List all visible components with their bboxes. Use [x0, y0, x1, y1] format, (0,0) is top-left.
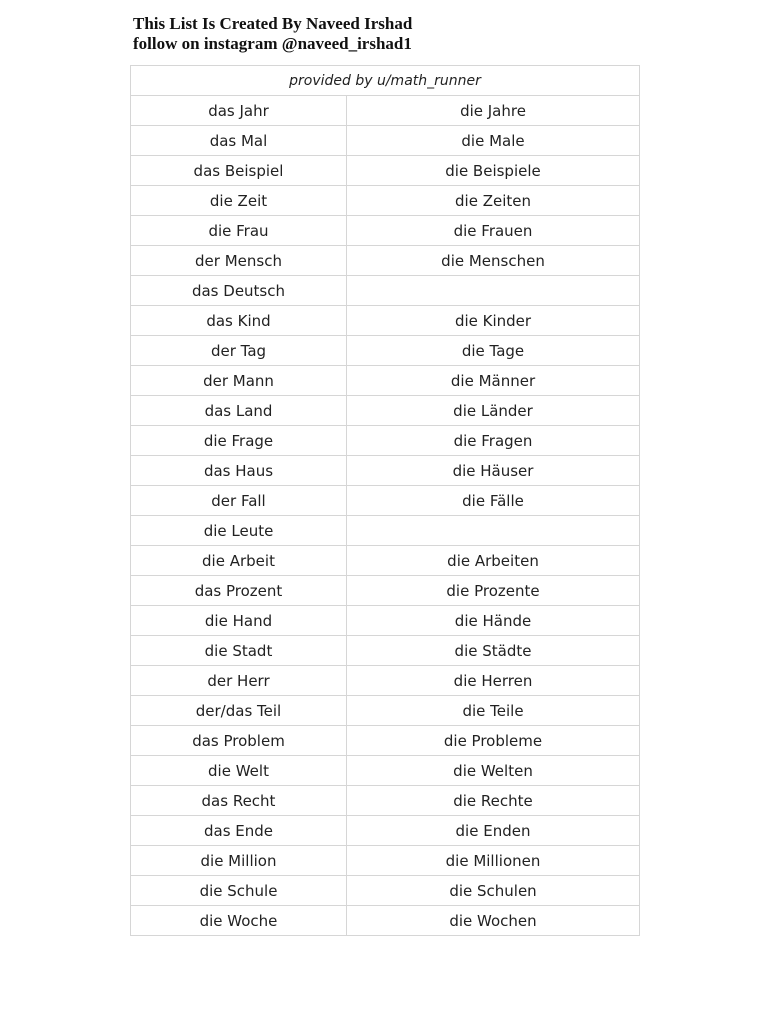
plural-cell: die Jahre — [347, 96, 640, 126]
table-row — [131, 756, 640, 786]
plural-cell: die Häuser — [347, 456, 640, 486]
singular-cell: die Million — [131, 846, 347, 876]
table-row — [131, 186, 640, 216]
word-table-body — [131, 66, 640, 936]
plural-cell: die Teile — [347, 696, 640, 726]
table-row — [131, 486, 640, 516]
header-instagram: follow on instagram @naveed_irshad1 — [133, 34, 412, 53]
table-row — [131, 696, 640, 726]
table-row — [131, 276, 640, 306]
plural-cell: die Frauen — [347, 216, 640, 246]
plural-cell: die Enden — [347, 816, 640, 846]
singular-cell: das Haus — [131, 456, 347, 486]
plural-cell: die Menschen — [347, 246, 640, 276]
header-title: This List Is Created By Naveed Irshad — [133, 14, 413, 33]
plural-cell: die Arbeiten — [347, 546, 640, 576]
table-row — [131, 426, 640, 456]
plural-cell: die Fälle — [347, 486, 640, 516]
plural-cell: die Welten — [347, 756, 640, 786]
table-row — [131, 96, 640, 126]
table-row — [131, 456, 640, 486]
singular-cell: das Jahr — [131, 96, 347, 126]
singular-cell: der Fall — [131, 486, 347, 516]
word-table — [130, 65, 640, 936]
singular-cell: der Herr — [131, 666, 347, 696]
table-row — [131, 876, 640, 906]
plural-cell: die Fragen — [347, 426, 640, 456]
singular-cell: der Tag — [131, 336, 347, 366]
plural-cell: die Kinder — [347, 306, 640, 336]
plural-cell: die Herren — [347, 666, 640, 696]
singular-cell: die Frage — [131, 426, 347, 456]
singular-cell: die Frau — [131, 216, 347, 246]
singular-cell: der/das Teil — [131, 696, 347, 726]
plural-cell: die Tage — [347, 336, 640, 366]
table-row — [131, 906, 640, 936]
provider-row — [131, 66, 640, 96]
singular-cell: das Land — [131, 396, 347, 426]
singular-cell: die Arbeit — [131, 546, 347, 576]
table-row — [131, 126, 640, 156]
singular-cell: die Stadt — [131, 636, 347, 666]
table-row — [131, 306, 640, 336]
plural-cell: die Zeiten — [347, 186, 640, 216]
plural-cell — [347, 276, 640, 306]
singular-cell: der Mann — [131, 366, 347, 396]
singular-cell: die Welt — [131, 756, 347, 786]
table-row — [131, 606, 640, 636]
plural-cell: die Schulen — [347, 876, 640, 906]
singular-cell: die Woche — [131, 906, 347, 936]
singular-cell: das Beispiel — [131, 156, 347, 186]
plural-cell: die Prozente — [347, 576, 640, 606]
table-row — [131, 366, 640, 396]
table-row — [131, 516, 640, 546]
table-row — [131, 666, 640, 696]
singular-cell: das Problem — [131, 726, 347, 756]
table-row — [131, 576, 640, 606]
plural-cell: die Städte — [347, 636, 640, 666]
singular-cell: das Ende — [131, 816, 347, 846]
singular-cell: das Recht — [131, 786, 347, 816]
table-row — [131, 156, 640, 186]
table-row — [131, 246, 640, 276]
singular-cell: das Deutsch — [131, 276, 347, 306]
table-row — [131, 726, 640, 756]
singular-cell: das Mal — [131, 126, 347, 156]
singular-cell: die Hand — [131, 606, 347, 636]
table-row — [131, 846, 640, 876]
plural-cell: die Rechte — [347, 786, 640, 816]
table-row — [131, 636, 640, 666]
provider-credit: provided by u/math_runner — [131, 66, 640, 96]
table-row — [131, 816, 640, 846]
plural-cell: die Männer — [347, 366, 640, 396]
plural-cell: die Probleme — [347, 726, 640, 756]
table-row — [131, 396, 640, 426]
singular-cell: das Prozent — [131, 576, 347, 606]
singular-cell: das Kind — [131, 306, 347, 336]
table-row — [131, 216, 640, 246]
singular-cell: der Mensch — [131, 246, 347, 276]
plural-cell: die Beispiele — [347, 156, 640, 186]
table-row — [131, 336, 640, 366]
plural-cell: die Male — [347, 126, 640, 156]
plural-cell — [347, 516, 640, 546]
plural-cell: die Länder — [347, 396, 640, 426]
table-row — [131, 786, 640, 816]
table-row — [131, 546, 640, 576]
plural-cell: die Wochen — [347, 906, 640, 936]
singular-cell: die Schule — [131, 876, 347, 906]
document-header — [133, 14, 412, 54]
singular-cell: die Zeit — [131, 186, 347, 216]
plural-cell: die Hände — [347, 606, 640, 636]
plural-cell: die Millionen — [347, 846, 640, 876]
singular-cell: die Leute — [131, 516, 347, 546]
